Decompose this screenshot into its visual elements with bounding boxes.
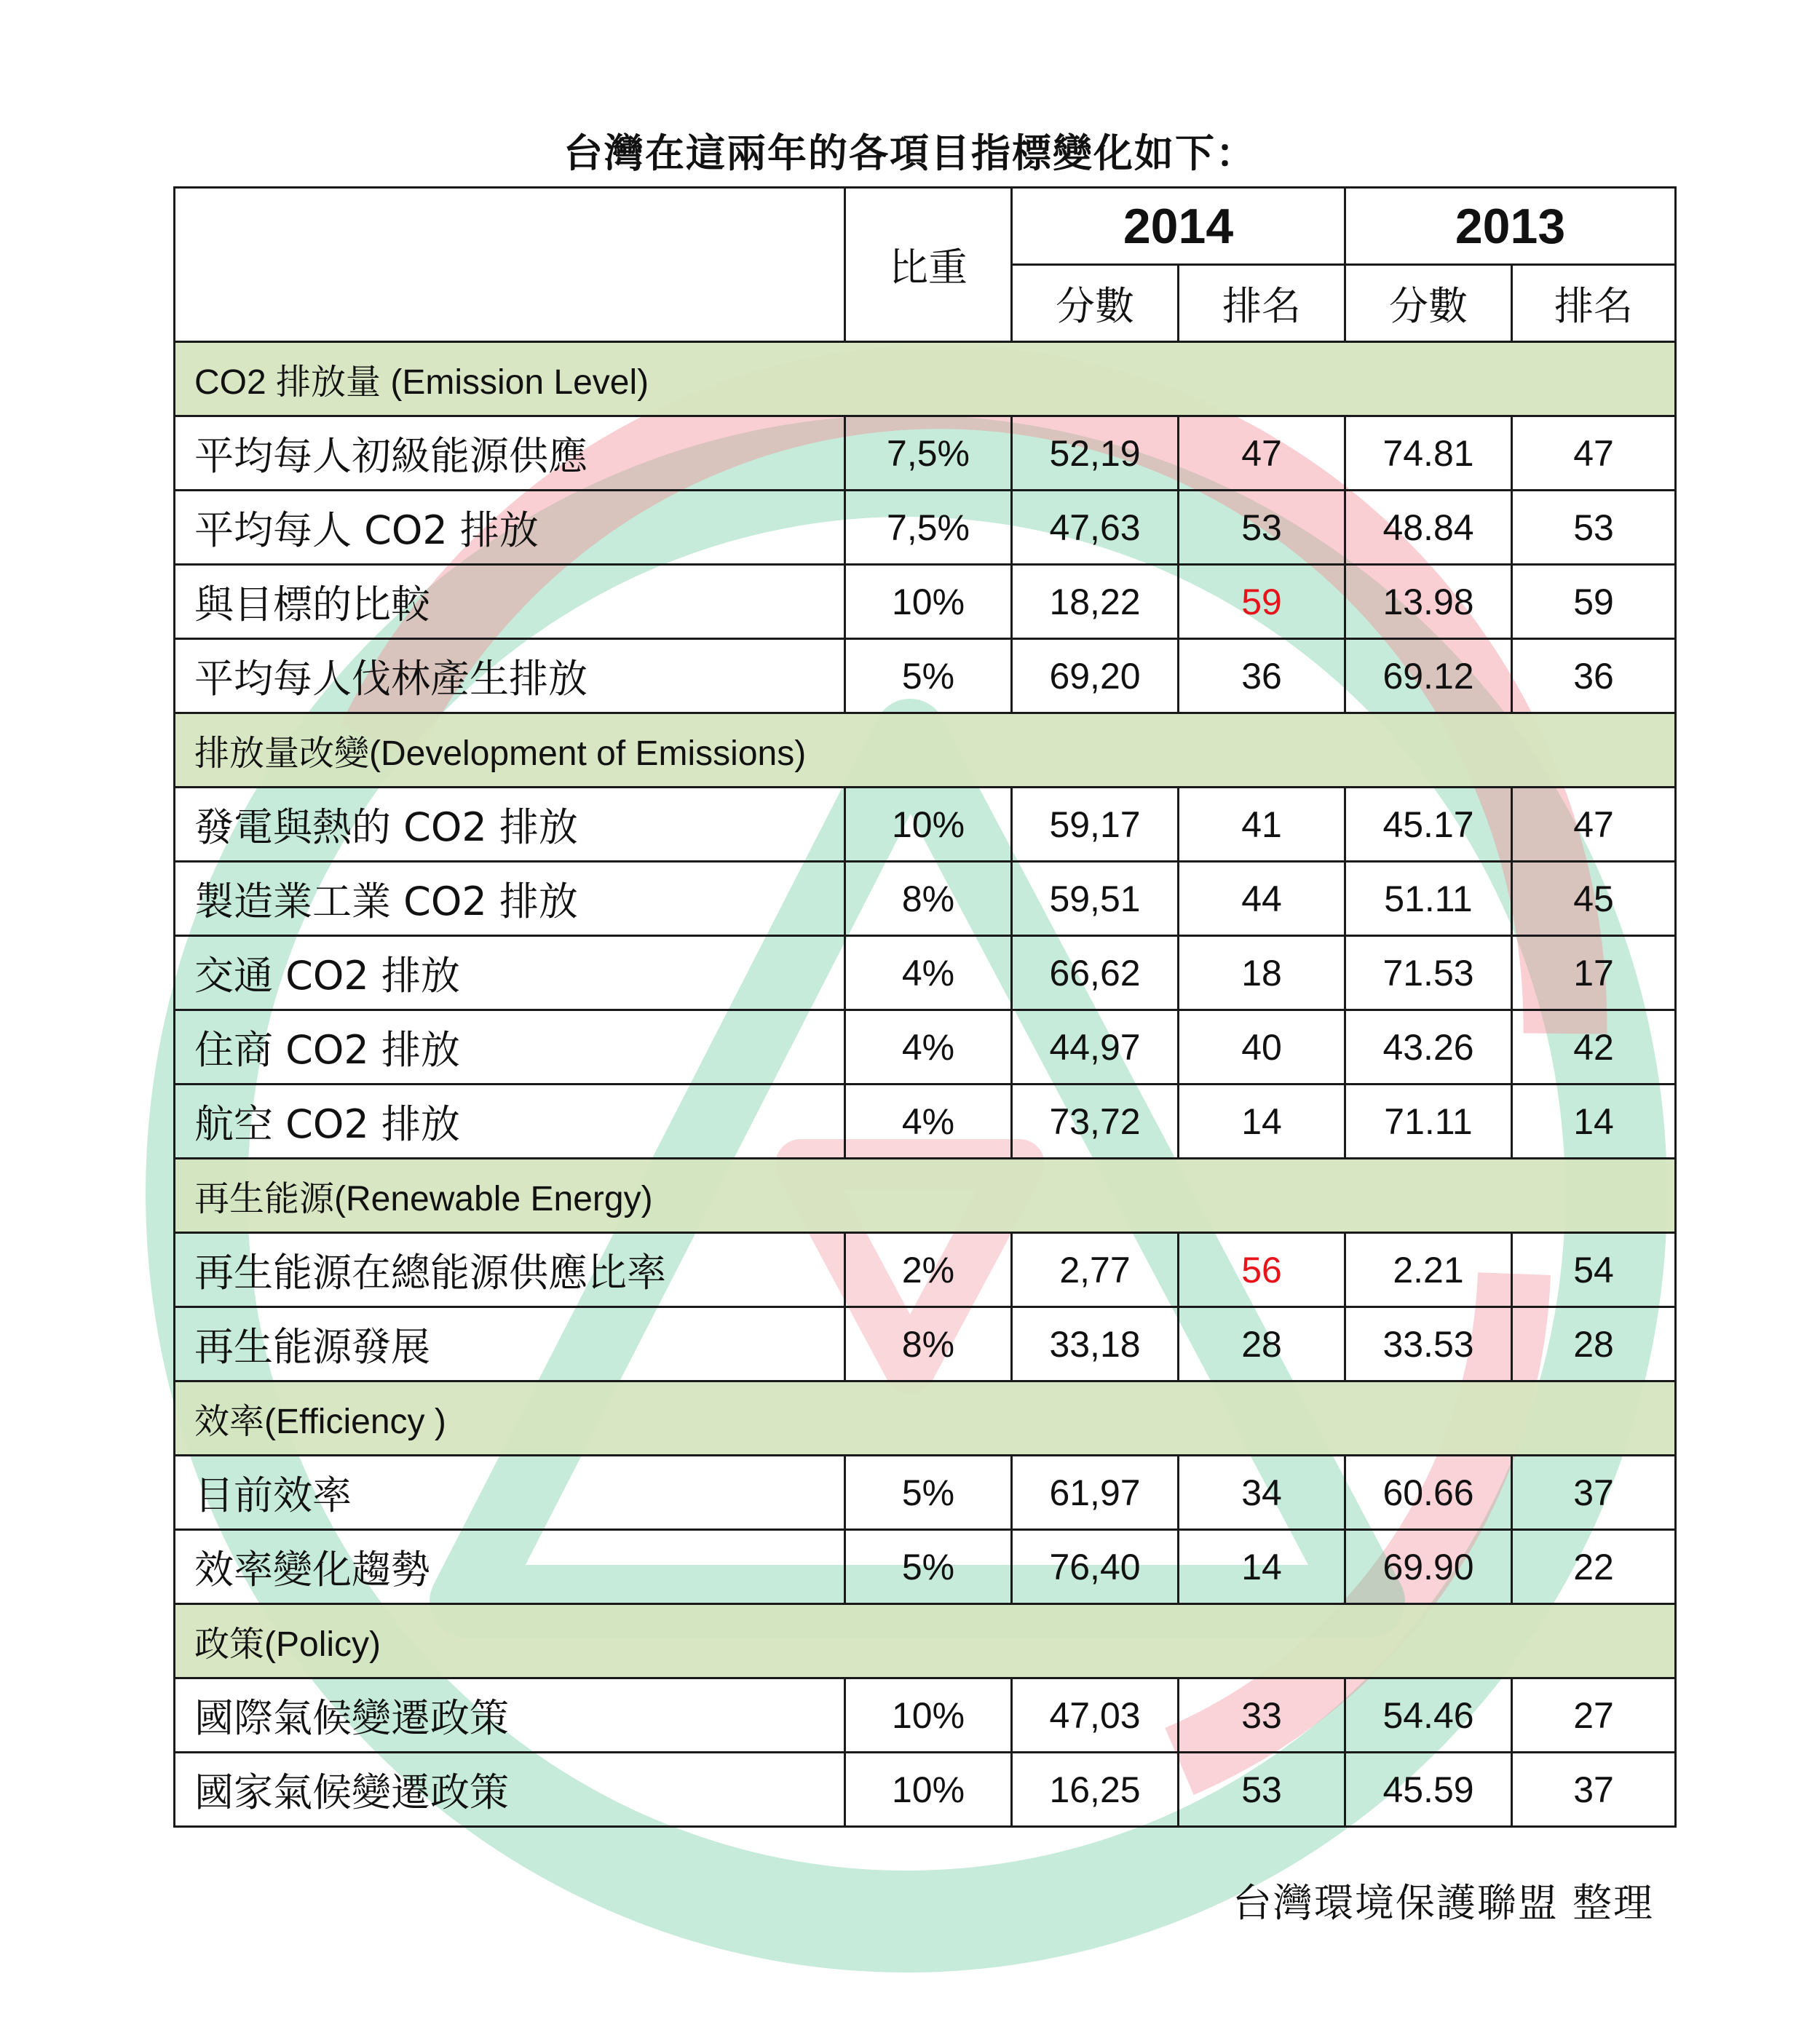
table-row bbox=[175, 1678, 1676, 1753]
rank-2013: 37 bbox=[1512, 1753, 1676, 1827]
score-2014: 66,62 bbox=[1012, 936, 1179, 1010]
weight-value: 8% bbox=[845, 1307, 1012, 1381]
weight-value: 10% bbox=[845, 788, 1012, 862]
rank-2014: 53 bbox=[1179, 1753, 1345, 1827]
rank-2013: 36 bbox=[1512, 639, 1676, 713]
score-2014: 59,51 bbox=[1012, 862, 1179, 936]
score-2013: 43.26 bbox=[1345, 1010, 1512, 1085]
table-row bbox=[175, 416, 1676, 491]
score-2014: 2,77 bbox=[1012, 1233, 1179, 1307]
indicator-name: 製造業工業 CO2 排放 bbox=[175, 862, 845, 936]
rank-2014: 33 bbox=[1179, 1678, 1345, 1753]
score-2014: 18,22 bbox=[1012, 565, 1179, 639]
score-2014: 16,25 bbox=[1012, 1753, 1179, 1827]
table-row bbox=[175, 1010, 1676, 1085]
score-2013: 69.12 bbox=[1345, 639, 1512, 713]
header-blank-cell bbox=[175, 188, 845, 342]
indicator-name: 航空 CO2 排放 bbox=[175, 1085, 845, 1159]
section-row-efficiency bbox=[175, 1381, 1676, 1456]
rank-2013: 47 bbox=[1512, 416, 1676, 491]
table-row bbox=[175, 936, 1676, 1010]
page-title: 台灣在這兩年的各項目指標變化如下： bbox=[563, 130, 1257, 176]
header-year-2014: 2014 bbox=[1012, 188, 1345, 265]
indicator-name: 再生能源在總能源供應比率 bbox=[175, 1233, 845, 1307]
indicator-name: 交通 CO2 排放 bbox=[175, 936, 845, 1010]
indicator-table bbox=[173, 186, 1677, 1828]
table-row bbox=[175, 1085, 1676, 1159]
score-2014: 44,97 bbox=[1012, 1010, 1179, 1085]
header-score-2013: 分數 bbox=[1345, 265, 1512, 342]
rank-2013: 27 bbox=[1512, 1678, 1676, 1753]
header-rank-2013: 排名 bbox=[1512, 265, 1676, 342]
rank-2013: 59 bbox=[1512, 565, 1676, 639]
credit-line: 台灣環境保護聯盟 整理 bbox=[1232, 1880, 1654, 1926]
indicator-name: 效率變化趨勢 bbox=[175, 1530, 845, 1604]
weight-value: 10% bbox=[845, 1753, 1012, 1827]
weight-value: 7,5% bbox=[845, 416, 1012, 491]
score-2013: 60.66 bbox=[1345, 1456, 1512, 1530]
section-row-renewable bbox=[175, 1159, 1676, 1233]
rank-2014: 14 bbox=[1179, 1085, 1345, 1159]
rank-2014: 36 bbox=[1179, 639, 1345, 713]
score-2014: 69,20 bbox=[1012, 639, 1179, 713]
section-row-policy bbox=[175, 1604, 1676, 1678]
score-2014: 76,40 bbox=[1012, 1530, 1179, 1604]
table-row bbox=[175, 1530, 1676, 1604]
indicator-name: 平均每人 CO2 排放 bbox=[175, 491, 845, 565]
score-2014: 61,97 bbox=[1012, 1456, 1179, 1530]
rank-2014: 44 bbox=[1179, 862, 1345, 936]
section-row-emission-level bbox=[175, 342, 1676, 416]
score-2013: 71.53 bbox=[1345, 936, 1512, 1010]
header-score-2014: 分數 bbox=[1012, 265, 1179, 342]
rank-2013: 53 bbox=[1512, 491, 1676, 565]
indicator-name: 再生能源發展 bbox=[175, 1307, 845, 1381]
weight-value: 5% bbox=[845, 1456, 1012, 1530]
score-2013: 51.11 bbox=[1345, 862, 1512, 936]
score-2013: 71.11 bbox=[1345, 1085, 1512, 1159]
rank-2013: 42 bbox=[1512, 1010, 1676, 1085]
section-row-development bbox=[175, 713, 1676, 788]
table-row bbox=[175, 1307, 1676, 1381]
rank-2014: 18 bbox=[1179, 936, 1345, 1010]
score-2013: 45.17 bbox=[1345, 788, 1512, 862]
score-2013: 33.53 bbox=[1345, 1307, 1512, 1381]
header-row-years bbox=[175, 188, 1676, 265]
rank-2013: 17 bbox=[1512, 936, 1676, 1010]
table-row bbox=[175, 565, 1676, 639]
weight-value: 7,5% bbox=[845, 491, 1012, 565]
table-row bbox=[175, 1753, 1676, 1827]
score-2013: 45.59 bbox=[1345, 1753, 1512, 1827]
weight-value: 2% bbox=[845, 1233, 1012, 1307]
section-title: 效率(Efficiency ) bbox=[175, 1381, 1676, 1456]
weight-value: 8% bbox=[845, 862, 1012, 936]
rank-2014-highlighted: 59 bbox=[1179, 565, 1345, 639]
rank-2014: 53 bbox=[1179, 491, 1345, 565]
indicator-name: 住商 CO2 排放 bbox=[175, 1010, 845, 1085]
table-row bbox=[175, 788, 1676, 862]
rank-2014: 41 bbox=[1179, 788, 1345, 862]
score-2014: 59,17 bbox=[1012, 788, 1179, 862]
rank-2013: 22 bbox=[1512, 1530, 1676, 1604]
indicator-name: 平均每人初級能源供應 bbox=[175, 416, 845, 491]
rank-2013: 54 bbox=[1512, 1233, 1676, 1307]
rank-2014: 34 bbox=[1179, 1456, 1345, 1530]
header-weight: 比重 bbox=[845, 188, 1012, 342]
table-row bbox=[175, 862, 1676, 936]
section-title: CO2 排放量 (Emission Level) bbox=[175, 342, 1676, 416]
score-2014: 33,18 bbox=[1012, 1307, 1179, 1381]
score-2013: 13.98 bbox=[1345, 565, 1512, 639]
score-2014: 73,72 bbox=[1012, 1085, 1179, 1159]
indicator-name: 國際氣候變遷政策 bbox=[175, 1678, 845, 1753]
rank-2014-highlighted: 56 bbox=[1179, 1233, 1345, 1307]
rank-2013: 47 bbox=[1512, 788, 1676, 862]
section-title: 再生能源(Renewable Energy) bbox=[175, 1159, 1676, 1233]
weight-value: 5% bbox=[845, 1530, 1012, 1604]
score-2014: 47,03 bbox=[1012, 1678, 1179, 1753]
indicator-name: 與目標的比較 bbox=[175, 565, 845, 639]
rank-2013: 45 bbox=[1512, 862, 1676, 936]
header-rank-2014: 排名 bbox=[1179, 265, 1345, 342]
indicator-name: 平均每人伐林產生排放 bbox=[175, 639, 845, 713]
indicator-name: 目前效率 bbox=[175, 1456, 845, 1530]
weight-value: 4% bbox=[845, 1010, 1012, 1085]
weight-value: 5% bbox=[845, 639, 1012, 713]
score-2013: 48.84 bbox=[1345, 491, 1512, 565]
table-row bbox=[175, 1233, 1676, 1307]
weight-value: 4% bbox=[845, 1085, 1012, 1159]
score-2014: 52,19 bbox=[1012, 416, 1179, 491]
rank-2014: 14 bbox=[1179, 1530, 1345, 1604]
weight-value: 10% bbox=[845, 1678, 1012, 1753]
rank-2014: 47 bbox=[1179, 416, 1345, 491]
table-row bbox=[175, 491, 1676, 565]
score-2014: 47,63 bbox=[1012, 491, 1179, 565]
score-2013: 69.90 bbox=[1345, 1530, 1512, 1604]
table-row bbox=[175, 1456, 1676, 1530]
score-2013: 2.21 bbox=[1345, 1233, 1512, 1307]
rank-2013: 37 bbox=[1512, 1456, 1676, 1530]
rank-2014: 28 bbox=[1179, 1307, 1345, 1381]
weight-value: 10% bbox=[845, 565, 1012, 639]
indicator-name: 發電與熱的 CO2 排放 bbox=[175, 788, 845, 862]
weight-value: 4% bbox=[845, 936, 1012, 1010]
rank-2013: 14 bbox=[1512, 1085, 1676, 1159]
score-2013: 54.46 bbox=[1345, 1678, 1512, 1753]
section-title: 政策(Policy) bbox=[175, 1604, 1676, 1678]
score-2013: 74.81 bbox=[1345, 416, 1512, 491]
rank-2014: 40 bbox=[1179, 1010, 1345, 1085]
header-year-2013: 2013 bbox=[1345, 188, 1676, 265]
rank-2013: 28 bbox=[1512, 1307, 1676, 1381]
indicator-name: 國家氣候變遷政策 bbox=[175, 1753, 845, 1827]
section-title: 排放量改變(Development of Emissions) bbox=[175, 713, 1676, 788]
table-row bbox=[175, 639, 1676, 713]
